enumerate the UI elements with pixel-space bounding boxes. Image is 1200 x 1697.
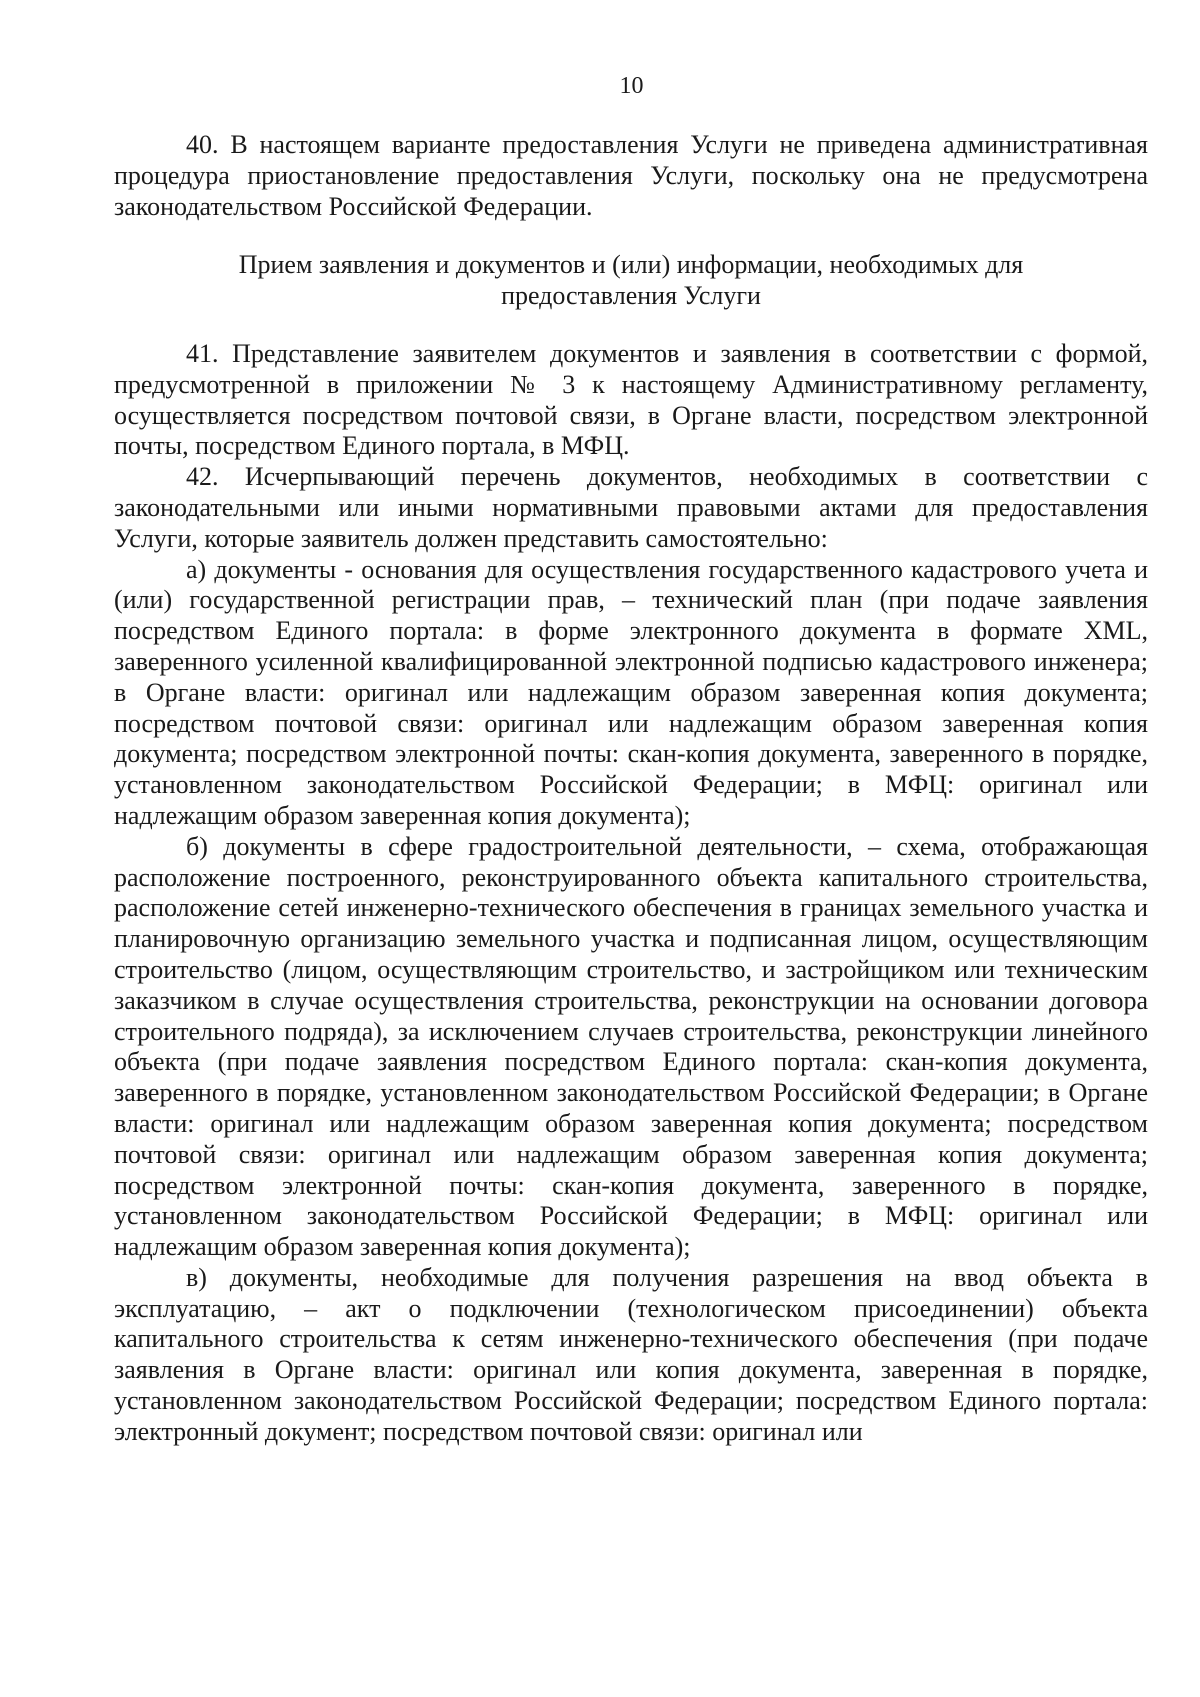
paragraph-40: 40. В настоящем варианте предоставления Услуги не приведена административная процедура приостановление предоставления Услуги, поскольку она не предусмотрена законодательством Российской Федерации. [114,130,1148,221]
page-number: 10 [619,73,644,99]
document-body [114,130,1148,1448]
list-item-a: а) документы - основания для осуществления государственного кадастрового учета и (или) государственной регистрации прав, – технический план (при подаче заявления посредством Единого портала: в форме электронного документа в формате XML, заверенного усиленной квалифицированной электронной подписью кадастрового инженера; в Органе власти: оригинал или надлежащим образом заверенная копия документа; посредством почтовой связи: оригинал или надлежащим образом заверенная копия документа; посредством электронной почты: скан-копия документа, заверенного в порядке, установленном законодательством Российской Федерации; в МФЦ: оригинал или надлежащим образом заверенная копия документа); [114,554,1148,830]
paragraph-42: 42. Исчерпывающий перечень документов, необходимых в соответствии с законодательными или иными нормативными правовыми актами для предоставления Услуги, которые заявитель должен представить самостоятельно: [114,462,1148,553]
list-item-v: в) документы, необходимые для получения разрешения на ввод объекта в эксплуатацию, – акт о подключении (технологическом присоединении) объекта капитального строительства к сетям инженерно-технического обеспечения (при подаче заявления в Органе власти: оригинал или копия документа, заверенная в порядке, установленном законодательством Российской Федерации; посредством Единого портала: электронный документ; посредством почтовой связи: оригинал или [114,1262,1148,1446]
section-heading: Прием заявления и документов и (или) информации, необходимых для предоставления Услуги [238,250,1024,311]
list-item-b: б) документы в сфере градостроительной деятельности, – схема, отображающая расположение построенного, реконструированного объекта капитального строительства, расположение сетей инженерно-технического обеспечения в границах земельного участка и планировочную организацию земельного участка и подписанная лицом, осуществляющим строительство (лицом, осуществляющим строительство, и застройщиком или техническим заказчиком в случае осуществления строительства, реконструкции на основании договора строительного подряда), за исключением случаев строительства, реконструкции линейного объекта (при подаче заявления посредством Единого портала: скан-копия документа, заверенного в порядке, установленном законодательством Российской Федерации; в Органе власти: оригинал или надлежащим образом заверенная копия документа; посредством почтовой связи: оригинал или надлежащим образом заверенная копия документа; посредством электронной почты: скан-копия документа, заверенного в порядке, установленном законодательством Российской Федерации; в МФЦ: оригинал или надлежащим образом заверенная копия документа); [114,831,1148,1262]
paragraph-41: 41. Представление заявителем документов и заявления в соответствии с формой, предусмотренной в приложении № 3 к настоящему Административному регламенту, осуществляется посредством почтовой связи, в Органе власти, посредством электронной почты, посредством Единого портала, в МФЦ. [114,338,1148,461]
